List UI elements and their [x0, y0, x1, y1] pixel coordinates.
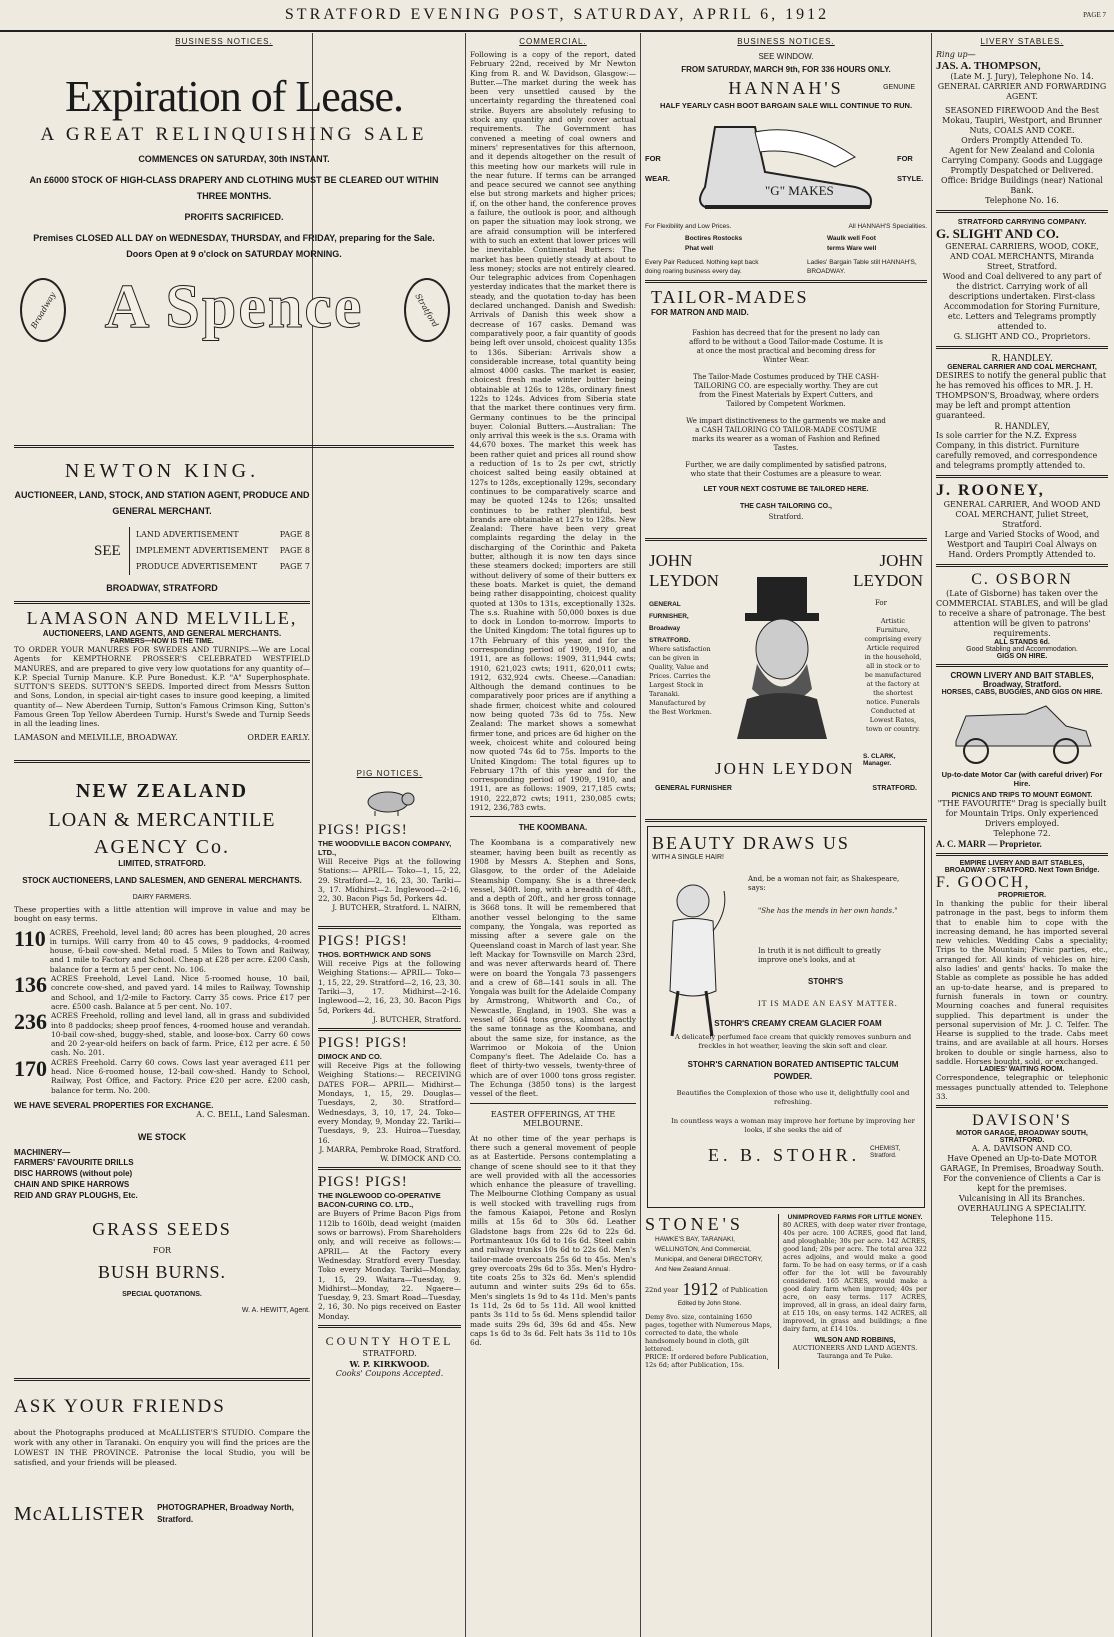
tailor-body — [645, 317, 927, 534]
we-stock-item: CHAIN AND SPIKE HARROWS — [14, 1179, 130, 1189]
lease-premises: Premises CLOSED ALL DAY on WEDNESDAY, THURSDAY, and FRIDAY, preparing for the Sale. Doors Open at 9 o'clock on SATURDAY MORNING. — [33, 233, 435, 259]
crown-title: CROWN LIVERY AND BAIT STABLES, Broadway, Stratford. — [950, 671, 1094, 689]
leydon-right-info: Artistic Furniture, comprising every Article required in the household, all in stock or to be manufactured at the factory at the shortest notice. Funerals Conducted at Lowest Rates, town or country. — [864, 617, 922, 733]
hotel-note: Cooks' Coupons Accepted. — [335, 1368, 444, 1378]
mcallister-sub: PHOTOGRAPHER, Broadway North, Stratford. — [157, 1503, 294, 1524]
pig-notices-header: PIG NOTICES. — [356, 769, 423, 778]
stones-year: 1912 — [682, 1279, 719, 1299]
davison-sub: MOTOR GARAGE, BROADWAY SOUTH, STRATFORD. — [956, 1130, 1088, 1145]
stones-demy: Demy 8vo. size, containing 1650 pages, together with Numerous Maps, corrected to date, the whole handsomely bound in cloth, gilt lettered. — [645, 1313, 772, 1353]
marr: A. C. MARR — Proprietor. — [936, 839, 1042, 849]
beauty-quote: "She has the mends in her own hands." — [758, 907, 898, 915]
stones-price: PRICE: If ordered before Publication, 12s 6d; after Publication, 15s. — [645, 1353, 769, 1369]
boot-for-style: FOR STYLE. — [897, 154, 924, 183]
lamason-title: LAMASON AND MELVILLE, — [26, 608, 298, 628]
thompson-office: Office: Bridge Buildings (near) National Bank. — [941, 176, 1103, 195]
leydon-left-info: GENERAL FURNISHER, Broadway STRATFORD. — [649, 601, 691, 644]
unimproved-body: 80 ACRES, with deep water river frontage, 40s per acre. 100 ACRES, good flat land, and ploughable; 30s per acre. 142 ACRES, good land; 20s per acre. The total area 322 acres adjoins, and would make a good farm. To be had on easy terms, or if a cash offer for the lot will be favourably considered. 165 ACRES, would make a good dairy farm when improved; 40s per acre, on easy terms. 117 ACRES, improved, all in grass, an ideal dairy farm, at £15 10s, on easy terms. 142 ACRES, all improved, in grass and buildings; a fine dairy farm, at £14 10s. — [783, 1221, 927, 1333]
lamason-foot: LAMASON and MELVILLE, BROADWAY. ORDER EARLY. — [14, 732, 310, 742]
divider — [14, 445, 454, 448]
g-makes: "G" MAKES — [765, 183, 834, 198]
slight-sign: G. SLIGHT AND CO., Proprietors. — [953, 332, 1091, 341]
beauty-firm: E. B. STOHR. — [708, 1145, 861, 1165]
column-5 — [936, 33, 1108, 1637]
ask-title: ASK YOUR FRIENDS — [14, 1396, 226, 1417]
column-1-mid — [14, 452, 310, 752]
newton-king-subtitle: AUCTIONEER, LAND, STOCK, AND STATION AGENT, PRODUCE AND GENERAL MERCHANT. — [14, 490, 310, 516]
pig-ad-sign: J. MARRA, Pembroke Road, Stratford. W. DIMOCK AND CO. — [319, 1144, 461, 1164]
spence-logo — [14, 272, 454, 346]
pig-icon — [360, 787, 420, 817]
newton-king-title: NEWTON KING. — [64, 460, 260, 482]
stones-year-row: 22nd year 1912 of Publication — [645, 1279, 768, 1299]
wilson-sub: AUCTIONEERS AND LAND AGENTS. Tauranga and Te Puke. — [792, 1344, 918, 1360]
divider — [14, 760, 310, 763]
wilson-title: WILSON AND ROBBINS, — [814, 1337, 896, 1344]
see-list — [129, 527, 310, 575]
nz-limited: LIMITED, STRATFORD. — [118, 859, 206, 868]
picnics: PICNICS AND TRIPS TO MOUNT EGMONT. — [951, 792, 1093, 799]
lamason-subtitle: AUCTIONEERS, LAND AGENTS, AND GENERAL MERCHANTS. — [42, 629, 282, 638]
hannah-flex-row: For Flexibility and Low Prices. All HANNAH'S Specialities. — [645, 223, 927, 230]
pig-ad-sign: J. BUTCHER, Stratford. L. NAIRN, Eltham. — [332, 903, 461, 922]
thompson-seasoned: SEASONED FIREWOOD And the Best Mokau, Taupiri, Westport, and Brunner Nuts, COALS AND COKE. — [942, 106, 1102, 135]
correspondence: Correspondence, telegraphic or telephonic messages punctually attended to. Telephone 33. — [936, 1073, 1108, 1101]
column-rule — [640, 33, 641, 1637]
boot-icon — [685, 117, 885, 217]
favourite: "THE FAVOURITE" Drag is specially built for Mountain Trips. Only experienced Drivers employed. — [937, 799, 1107, 828]
pig-ad-title: PIGS! PIGS! — [318, 1035, 408, 1052]
davison-vulcan: Vulcanising in All its Branches. OVERHAULING A SPECIALITY. — [957, 1194, 1087, 1214]
thompson-agent: Agent for New Zealand and Colonia Carrying Company. Goods and Luggage Promptly Despatched or Delivered. — [941, 146, 1103, 175]
beauty-sub: WITH A SINGLE HAIR! — [652, 854, 724, 861]
section-header: BUSINESS NOTICES. — [175, 37, 273, 46]
beauty-title: BEAUTY DRAWS US — [652, 833, 850, 853]
beauty-delicate: A delicately perfumed face cream that quickly removes sunburn and freckles in hot weather, leaving the skin soft and clear. — [674, 1033, 912, 1050]
grass-seeds-for: FOR — [152, 1245, 172, 1255]
we-stock-title: WE STOCK — [137, 1131, 187, 1142]
hotel-town: STRATFORD. — [362, 1348, 417, 1358]
ring-up: Ring up— — [936, 50, 976, 59]
lease-stock: An £6000 STOCK OF HIGH-CLASS DRAPERY AND CLOTHING MUST BE CLEARED OUT WITHIN THREE MONTHS. — [29, 175, 439, 201]
page-number: PAGE 7 — [1083, 11, 1106, 19]
nz-intro: These properties with a little attention will improve in value and may be bought on easy terms. — [14, 905, 310, 924]
stones-ad — [645, 1214, 774, 1369]
hannah-title: HANNAH'S — [728, 78, 844, 98]
hannah-header — [645, 78, 927, 99]
pig-ad-sign: J. BUTCHER, Stratford. — [372, 1014, 461, 1024]
column-4 — [645, 33, 927, 1637]
column-rule — [931, 33, 932, 1637]
farm-listing: 170 ACRES Freehold. Carry 60 cows. Cows last year averaged £11 per head. Nice 6-roomed house, 12-bail cow-shed. Handy to School, Railway, Post Office, and Factory. Price £20 per acre. £200 cash, balance for term. No. 200. — [14, 1055, 310, 1095]
from-saturday: FROM SATURDAY, MARCH 9th, FOR 336 HOURS ONLY. — [681, 65, 891, 74]
pig-ad-title: PIGS! PIGS! — [318, 933, 408, 950]
pig-ad-firm: THOS. BORTHWICK AND SONS — [318, 950, 432, 960]
tailor-title: TAILOR-MADES — [651, 287, 809, 307]
gooch-body: In thanking the public for their liberal patronage in the past, begs to inform them that to enable him to cope with the increasing demand, he has imported several new vehicles. Wedding Cabs a speciality; Trips to the Mountain; Picnic parties, etc., arranged for. All kinds of vehicles on hire; also ladies' and gents' hacks. To make the Stable as complete as possible he has added an up-to-date hearse, and is prepared to furnish funerals in town or country. Mourning coaches and funeral requisites supplied. This department is under the personal supervision of Mr. J. C. Telfer. The Hearse is supplied to the trade. Cabs meet trains, and are available at all hours. Horses broken to double or single harness, also to saddle. Horses bought, sold, or exchanged. — [936, 899, 1108, 1067]
osborn-body: (Late of Gisborne) has taken over the COMMERCIAL STABLES, and will be glad to receive a share of patronage. The best attention will be given to patrons' requirements. — [936, 589, 1108, 638]
grass-seeds-sign: W. A. HEWITT, Agent. — [241, 1306, 310, 1314]
farm-listing: 236 ACRES Freehold, rolling and level land, all in grass and subdivided into 8 paddocks; sheep proof fences, 4-roomed house and verandah. 10-bail cow-shed, buggy-shed, stable, and loose-box. Carry 60 cows and 20 2-year-old heifers on back of farm. Price, £12 per acre. £ 50 cash. No. 201. — [14, 1009, 310, 1058]
lamason-farmers: FARMERS—NOW IS THE TIME. — [110, 638, 214, 645]
lease-profits: PROFITS SACRIFICED. — [184, 212, 284, 222]
handley-sub: GENERAL CARRIER AND COAL MERCHANT, — [947, 364, 1097, 371]
boot-illustration — [645, 113, 927, 223]
beauty-cream: STOHR'S CREAMY CREAM GLACIER FOAM — [714, 1019, 882, 1028]
column-3 — [470, 33, 636, 1637]
we-stock-list — [14, 1157, 310, 1201]
ladies-waiting: LADIES' WAITING ROOM. — [979, 1066, 1065, 1074]
tailor-paragraph: Further, we are daily complimented by satisfied patrons, who state that their Costumes are a pleasure to wear. — [685, 461, 887, 478]
we-stock-item: FARMERS' FAVOURITE DRILLS — [14, 1157, 134, 1167]
lamason-body: TO ORDER YOUR MANURES FOR SWEDES AND TURNIPS.—We are Local Agents for KEMPTHORNE PROSSER'S CELEBRATED WESTFIELD MANURES, and are prepared to give very low quotations for any quantity of— K.P. Special Turnip Manure. K.P. Pure Bonedust. K.P. "A" Superphosphate. SUTTON'S SEEDS. SUTTON'S SEEDS. Imported direct from Messrs Sutton and Sons, London, in special air-tight cases to insure good keeping, a limited quantity of— New Aberdeen Turnip, Sutton's Famous Crimson King, Sutton's Famous Green Top Yellow Aberdeen Turnip. Hurst's Swede and Turnip Seeds in all the leading lines. — [14, 645, 310, 729]
pig-ad-body: Will Receive Pigs at the following Stations:— APRIL— Toko—1, 15, 22, 29. Stratford—2, 16, 23, 30. Tariki—3, 17. Midhirst—2. Inglewood—2-16, 22, 30. Bacon Pigs 5d, Porkers 4d. — [318, 857, 461, 904]
leydon-manager: S. CLARK, Manager. — [863, 753, 896, 767]
cupid-illustration — [658, 871, 728, 1041]
leydon-portrait — [727, 569, 837, 739]
we-stock-item: DISC HARROWS (without pole) — [14, 1168, 133, 1178]
unimproved-ad — [778, 1214, 927, 1369]
leydon-general: GENERAL FURNISHER — [655, 785, 732, 792]
thompson-name: JAS. A. THOMPSON, — [936, 60, 1041, 72]
bottom-ads — [645, 1214, 927, 1369]
osborn-stands: ALL STANDS 6d. — [994, 639, 1050, 646]
koombana-body: The Koombana is a comparatively new steamer, having been built as recently as 1908 by Messrs A. Stephen and Sons, Glasgow, to the order of the Adelaide Steamship Company. She is a three-deck vessel, 340ft. long, with a breadth of 48ft., and a depth of 20ft., and her gross tonnage is 3668 tons. It will be remembered that another vessel belonging to the same company, the Yongala, was reported as missing after a severe gale on the Queensland coast in March of last year. She left Mackay for Townsville on March 23rd, and was never afterwards heard of. There were on board the Yongala 73 passengers and a crew of 68—141 souls in all. The Yongala was built for the Adelaide Company by Armstrong, Whitworth and Co., of Newcastle, England, in 1903. She was a vessel of 3664 tons gross, almost exactly the same tonnage as the Koombana, and about the same size, for instance, as the Warrimoo or Mokoia of the Union Company's fleet. The Adelaide Co. has a fleet of thirty-two vessels, twenty-three of which are of over 1000 tons gross register. The Echunga (3850 tons) is the largest vessel of the fleet. — [470, 838, 636, 1099]
spence-emblem-right: Stratford — [404, 278, 450, 342]
handley-title: R. HANDLEY. — [991, 353, 1053, 364]
beauty-ad — [647, 826, 925, 1208]
slight-header: STRATFORD CARRYING COMPANY. — [957, 217, 1087, 226]
pig-ad-body: Will receive Pigs at the following Weighing Stations:— APRIL— Toko—1, 15, 22, 29. Stratford—2, 16, 23, 30. Tariki—3, 17. Midhirst—2-16. Inglewood—2, 16, 23, 30. Bacon Pigs 5d, Porkers 4d. — [318, 959, 461, 1015]
pig-ad-title: PIGS! PIGS! — [318, 1174, 408, 1191]
tailor-subtitle: FOR MATRON AND MAID. — [651, 308, 749, 317]
leydon-bottom-name: JOHN LEYDON — [715, 759, 855, 778]
commercial-body: Following is a copy of the report, dated February 22nd, received by Mr Newton King from R. and W. Davidson, Glasgow:— Butter.—The market during the week has been very unsettled caused by the uncertainty regarding the threatened coal strike. Buyers are absolutely refusing to stock any quantity and only cover actual requirements. The Government has convened a meeting of coal owners and miners' representatives for this afternoon, and it depends altogether on the result of this meeting how our markets will rule in the near future. If terms can be arranged and peace secured we cannot see anything else but strong markets and higher prices; if, on the other hand, the conference proves a failure, the outlook is poor, and although on paper the situation may look strong, we are afraid consumption will be interfered with to such an extent that lower prices will be inevitable. Continental Butters: The market has been quietly steady at about to less money; stocks are not entirely cleared. Our telegraphic advices from Copenhagen yesterday indicates that the market there is steady, and the quotation to-day has been declared unchanged. Danish and Swedish: Arrivals of Danish this week show a decrease of 167 casks. Demand was comparatively poor, a fair quantity of goods being left over unsold, choicest quality 135s to 136s. Siberian: Arrivals show a considerable increase, total quantity being almost 4000 casks. The market is easier, choicest fresh made winter butter being obtainable at 126s to 128s, ordinary finest 122s to 124s. Advices from Siberia state that the market there continues very firm. Germany continues to be the principal buyer. Colonial Butters.—Australian: The only arrival this week is the s.s. Orama with 44,670 boxes. The market this week has been rather quiet and prices all round show a reduction of 1s to 2s per cwt, strictly choicest salted being easily obtained at 127s to 128s, exceptionally 129s, secondary continues to be comparatively scarce and may be quoted 124s to 126s; unsalted continues to be rather plentiful, best brands are obtainable at 127s to 128s. New Zealand: There have been very great complaints regarding the delay in the discharging of the Corinthic and Paketa butter, although it is now ten days since these steamers docked; importers are still without delivery of some of their butters ex these boats. Market is quiet, the demand being rather disappointing, choicest quality quoted at 130s to 131s, exceptionally 132s. The s.s. Ruahine with 50,000 boxes is due to dock in London to-morrow. Imports to the United Kingdom: The total figures up to 17th February of this year, and for the corresponding period of 1909, 1910, and 1911, are as follows: 1909, 311,944 cwts; 1910, 621,023 cwts; 1911, 620,011 cwts; 1912, 632,924 cwts. Cheese.—Canadian: Although the demand continues to be comparatively poor prices are if anything a shade firmer, choicest white and coloured now being quoted 73s 6d to 75s. New Zealand: The market shows a somewhat firmer tone, and prices are 6d higher on the week, choicest white and coloured being now quoted 74s 6d to 75s. Imports to the United Kingdom: The total figures up to February 17th of this year and for the corresponding period of 1909, 1910, and 1911, are as follows: 1909, 217,185 cwts; 1910, 222,872 cwts; 1911, 230,085 cwts; 1912, 236,783 cwts. — [470, 50, 636, 813]
tailor-paragraph: Fashion has decreed that for the present no lady can afford to be without a Good Tailor-made Costume. It is at once the most practical and becoming dress for Winter Wear. — [689, 329, 883, 364]
see-line: PRODUCE ADVERTISEMENT PAGE 7 — [135, 562, 310, 571]
hotel-title: COUNTY HOTEL — [325, 1333, 454, 1348]
beauty-easy: IT IS MADE AN EASY MATTER. — [758, 999, 898, 1008]
column-1-ask — [14, 1386, 310, 1636]
slight-name: G. SLIGHT AND CO. — [936, 226, 1059, 241]
pig-ad-body: will Receive Pigs at the following Weighing Stations:— RECEIVING DATES FOR— APRIL— Midhirst—Mondays, 1, 15, 29. Douglas—Tuesdays, 2, 30. Stratford—Wednesdays, 3, 10, 17, 24. Toko—every Monday, 9, Monday 22. Tariki—Tuesdays, 9, 23. Huiroa—Tuesday, 16. — [318, 1061, 461, 1145]
farm-listing: 110 ACRES, Freehold, level land; 80 acres has been ploughed, 20 acres in turnips. Will carry from 40 to 45 cows, 9 paddocks, 4-roomed house, 6-bail cow-shed. Metal road. 5 Miles to Town and Railway, and 1 mile to Factory and School. Cheap at £28 per acre. £200 Cash, balance for a term at 5 per cent. No. 106. — [14, 925, 310, 974]
lease-title: Expiration of Lease. — [65, 72, 403, 121]
rooney-name: J. ROONEY, — [936, 482, 1045, 499]
column-1-bottom — [14, 766, 310, 1376]
pig-illustration — [318, 782, 461, 822]
beauty-stohr: STOHR'S — [808, 977, 844, 986]
thompson-orders: Orders Promptly Attended To. — [961, 136, 1083, 145]
beauty-shakespeare: And, be a woman not fair, as Shakespeare, says: — [748, 875, 900, 892]
farm-listing: 136 ACRES Freehold, Level Land. Nice 5-roomed house, 10 bail, concrete cow-shed, and paved yard. 14 miles to Railway, Township and School, and 1/2-mile to Factory. Carry 35 cows. Price £17 per acre. £500 cash. Balance at 5 per cent. No. 107. — [14, 972, 310, 1011]
spence-emblem-left: Broadway — [20, 278, 66, 342]
telephone-115: Telephone 115. — [990, 1214, 1054, 1224]
handley-body-2: Is sole carrier for the N.Z. Express Company, in this district. Furniture carefully removed, and correspondence and telegrams promptly attended to. — [936, 431, 1098, 470]
nz-dairy: DAIRY FARMERS. — [132, 894, 192, 901]
newton-king-see — [94, 527, 310, 575]
pig-ad-title: PIGS! PIGS! — [318, 822, 408, 838]
thompson-carrier: GENERAL CARRIER AND FORWARDING AGENT. — [937, 82, 1107, 101]
pig-ad-body: are Buyers of Prime Bacon Pigs from 112lb to 160lb, dead weight (maiden sows or barrows). From Shareholders only, and will receive as follows:— APRIL— At the Factory every Wednesday. Stratford every Tuesday. Toko every Monday. Tariki—Monday, 1, 15, 29. Waitara—Tuesday, 9. Midhirst—Monday, 22. Ngaere—Tuesday, 9, 23. Smart Road—Tuesday, 2, 16, 30. No pigs received on Easter Monday. — [318, 1209, 461, 1321]
commercial-header: COMMERCIAL. — [519, 37, 587, 46]
tailor-let: LET YOUR NEXT COSTUME BE TAILORED HERE. — [703, 486, 869, 493]
nz-subtitle: STOCK AUCTIONEERS, LAND SALESMEN, AND GENERAL MERCHANTS. — [22, 876, 302, 885]
osborn-good: Good Stabling and Accommodation. — [966, 646, 1078, 653]
grass-seeds-title: GRASS SEEDS — [92, 1218, 232, 1239]
lease-commences: COMMENCES ON SATURDAY, 30th INSTANT. — [138, 154, 330, 164]
beauty-carnation: STOHR'S CARNATION BORATED ANTISEPTIC TALCUM POWDER. — [687, 1060, 899, 1081]
motor-car-illustration — [936, 696, 1106, 766]
tailor-town: Stratford. — [768, 513, 804, 521]
stones-editor: Edited by John Stone. — [677, 1300, 742, 1307]
tailor-paragraph: The Tailor-Made Costumes produced by THE CASH-TAILORING CO. are especially worthy. They are cut from the Finest Materials by Expert Cutters, and Tailored by Competent Workmen. — [693, 373, 879, 408]
see-window: SEE WINDOW. — [758, 52, 814, 61]
grass-seeds-quotations: SPECIAL QUOTATIONS. — [122, 1290, 202, 1298]
leydon-for: For — [874, 599, 887, 607]
boot-for-wear: FOR WEAR. — [645, 154, 670, 183]
pig-ad-firm: THE INGLEWOOD CO-OPERATIVE BACON-CURING CO. LTD., — [318, 1191, 441, 1210]
beauty-truth: In truth it is not difficult to greatly improve one's looks, and at — [758, 947, 881, 964]
gooch-name: F. GOOCH, — [936, 874, 1031, 891]
stones-body: HAWKE'S BAY, TARANAKI, WELLINGTON, And Commercial, Municipal, and General DIRECTORY, And New Zealand Annual. — [655, 1236, 763, 1273]
hotel-proprietor: W. P. KIRKWOOD. — [349, 1358, 430, 1369]
beauty-chemist: CHEMIST, Stratford. — [870, 1145, 901, 1159]
leydon-ad — [645, 545, 927, 815]
mcallister-block — [14, 1502, 310, 1526]
empire-address: BROADWAY : STRATFORD. Next Town Bridge. — [944, 867, 1100, 874]
handley-sign: R. HANDLEY, — [994, 421, 1050, 431]
davison-body: Have Opened an Up-to-Date MOTOR GARAGE, In Premises, Broadway South. For the convenience of Clients a Car is kept for the premises. — [940, 1154, 1104, 1194]
hannah-half-yearly: HALF YEARLY CASH BOOT BARGAIN SALE WILL CONTINUE TO RUN. — [659, 101, 913, 110]
gooch-proprietor: PROPRIETOR. — [997, 892, 1047, 899]
tailor-paragraph: We impart distinctiveness to the garments we make and a CASH TAILORING CO TAILOR-MADE COSTUME marks its wearer as a woman of Fashion and Refined Tastes. — [686, 417, 886, 452]
hannah-genuine: GENUINE — [883, 84, 915, 91]
nz-title-3: AGENCY Co. — [94, 836, 230, 858]
handley-body: DESIRES to notify the general public that he has removed his offices to MR. J. H. THOMPSON'S, Broadway, where orders may be left and prompt attention guaranteed. — [936, 371, 1107, 420]
divider — [14, 1378, 310, 1381]
rooney-body: Large and Varied Stocks of Wood, and Westport and Taupiri Coal Always on Hand. Orders Promptly Attended to. — [944, 530, 1100, 559]
column-4-header: BUSINESS NOTICES. — [737, 37, 835, 46]
thompson-sub: (Late M. J. Jury), Telephone No. 14. — [950, 72, 1094, 81]
empire-title: EMPIRE LIVERY AND BAIT STABLES, — [959, 860, 1085, 867]
osborn-name: C. OSBORN — [971, 571, 1073, 588]
leydon-name-right: JOHN LEYDON — [853, 551, 923, 590]
pig-ad-firm: DIMOCK AND CO. — [318, 1052, 382, 1062]
leydon-satisfaction: Where satisfaction can be given in Quality, Value and Prices. Carries the Largest Stock in Taranaki. Manufactured by the Best Workmen. — [649, 645, 712, 716]
easter-body: At no other time of the year perhaps is there such a general movement of people as at Eastertide. Persons contemplating a change of scene should see to it that they are well provided with all the accessories which enhance the pleasure of travelling. The Melbourne Clothing Company as usual is well stocked with travelling rugs from the famous Kaiapoi, Petone and Roslyn mills at 15s 6d to 30s 6d. Leather Gladstone bags from 22s 6d to 22s 6d. Portmanteaux 10s 6d to 16s 6d. Steel cabin and railway trunks 10s 6d to 22s 6d. Men's tailor-made overcoats 25s 6d to 45s. Men's grey overcoats 29s 6d to 35s. Men's Hydro-tite coats 25s to 32s 6d. Men's splendid autumn and winter suits 29s 6d to 65s. Men's singlets 1s 9d to 4s 11d. Men's pants 1s 11d, 2s 6d to 5s 11d. All wool knitted pants 3s 11d to 5s 6d. Mens splendid tailor made suits 29s 6d, 39s 6d and 45s. New caps 1s 6d to 3s 6d. Felt hats 3s 11d to 10s 6d. — [470, 1133, 636, 1348]
nz-title: NEW ZEALAND — [75, 780, 249, 802]
davison-name: DAVISON'S — [972, 1112, 1072, 1130]
beauty-beautifies: Beautifies the Complexion of those who use it, delightfully cool and refreshing. — [676, 1089, 910, 1106]
ask-body: about the Photographs produced at McALLISTER'S STUDIO. Compare the work with any other in Taranaki. On enquiry you will find the prices are the LOWEST IN THE PROVINCE. Patronise the local Studio, you will be satisfied, and your friends will be pleased. — [14, 1428, 310, 1467]
see-line: LAND ADVERTISEMENT PAGE 8 — [135, 530, 310, 539]
nz-exchange: WE HAVE SEVERAL PROPERTIES FOR EXCHANGE. — [14, 1100, 214, 1110]
thompson-telephone: Telephone No. 16. — [985, 196, 1059, 205]
unimproved-title: UNIMPROVED FARMS FOR LITTLE MONEY. — [787, 1214, 923, 1221]
masthead — [0, 0, 1114, 32]
easter-title: EASTER OFFERINGS, AT THE MELBOURNE. — [490, 1109, 616, 1128]
we-stock-machinery: MACHINERY— — [14, 1147, 71, 1157]
osborn-gigs: GIGS ON HIRE. — [996, 653, 1048, 660]
stones-title: STONE'S — [645, 1214, 744, 1234]
spence-name: A Spence — [104, 273, 364, 341]
leydon-name-left: JOHN LEYDON — [649, 551, 719, 590]
hannah-boots-row: Boctires Rostocks Phat well Waulk well Foot terms Ware well — [685, 235, 877, 252]
see-label: SEE — [94, 542, 121, 559]
davison-co: A. A. DAVISON AND CO. — [971, 1144, 1073, 1154]
slight-sub: GENERAL CARRIERS, WOOD, COKE, AND COAL MERCHANTS, Miranda Street, Stratford. — [945, 242, 1099, 271]
leydon-stratford: STRATFORD. — [872, 785, 917, 792]
newton-king-address: BROADWAY, STRATFORD — [106, 583, 218, 593]
pig-ad-firm: THE WOODVILLE BACON COMPANY, LTD., — [318, 839, 452, 857]
hannah-bottom: Every Pair Reduced. Nothing kept back doing roaring business every day. Ladies' Bargain Table still HANNAH'S, BROADWAY. — [645, 259, 917, 275]
grass-seeds-bush: BUSH BURNS. — [97, 1261, 227, 1282]
column-2 — [318, 765, 461, 1635]
telephone-72: Telephone 72. — [993, 829, 1051, 838]
tailor-firm: THE CASH TAILORING CO., — [739, 503, 833, 510]
we-stock-item: REID AND GRAY PLOUGHS, Etc. — [14, 1190, 138, 1200]
livery-header: LIVERY STABLES. — [980, 37, 1064, 46]
mcallister-name: McALLISTER — [14, 1502, 146, 1525]
rooney-sub: GENERAL CARRIER, And WOOD AND COAL MERCHANT, Juliet Street, Stratford. — [943, 500, 1101, 529]
koombana-title: THE KOOMBANA. — [518, 823, 588, 833]
nz-sign: A. C. BELL, Land Salesman. — [196, 1109, 310, 1119]
masthead-title: STRATFORD EVENING POST, SATURDAY, APRIL 6, 1912 — [284, 6, 830, 23]
crown-horses: HORSES, CABS, BUGGIES, AND GIGS ON HIRE. — [941, 689, 1103, 696]
see-line: IMPLEMENT ADVERTISEMENT PAGE 8 — [135, 546, 310, 555]
beauty-countless: In countless ways a woman may improve her fortune by improving her looks, if she seeks the aid of — [671, 1117, 915, 1134]
slight-body: Wood and Coal delivered to any part of the district. Carrying work of all descriptions undertaken. First-class Accommodation for Storing Furniture, etc. Letters and Telegrams promptly attended to. — [942, 272, 1102, 331]
lease-subtitle: A GREAT RELINQUISHING SALE — [40, 124, 428, 145]
motor-hire: Up-to-date Motor Car (with careful driver) For Hire. — [941, 770, 1103, 788]
nz-title-2: LOAN & MERCANTILE — [48, 809, 276, 831]
